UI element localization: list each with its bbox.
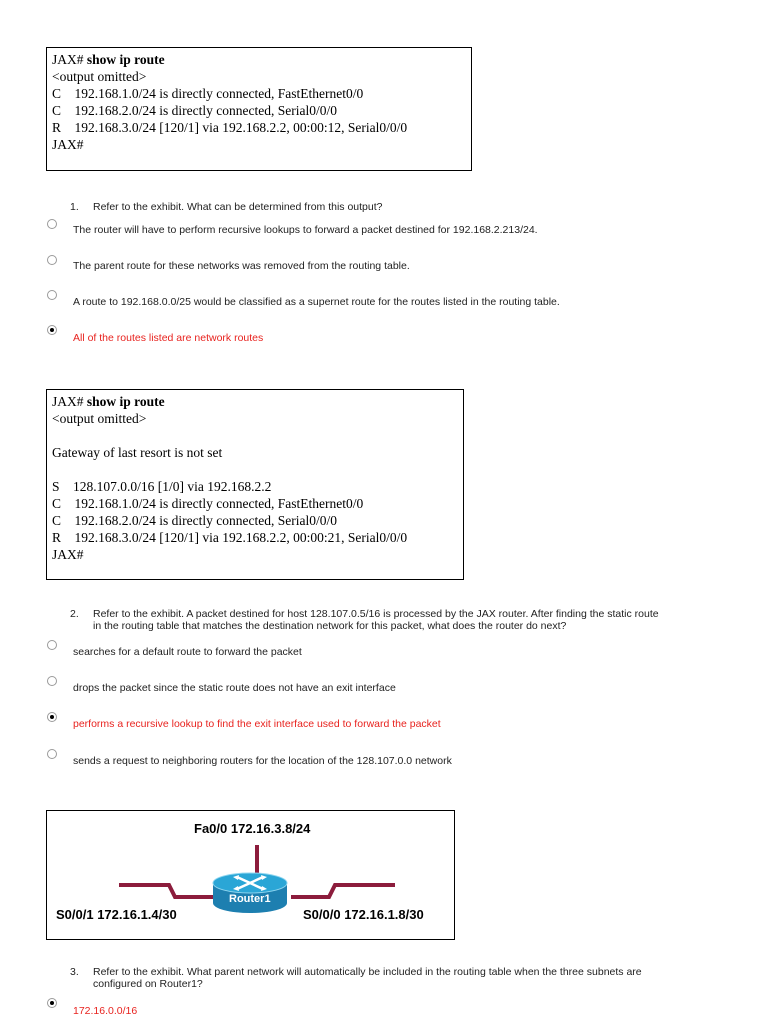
option-radio[interactable]: [47, 290, 57, 300]
exhibit-line: JAX#: [52, 547, 84, 562]
exhibit-line: C 192.168.2.0/24 is directly connected, Serial0/0/0: [52, 513, 337, 528]
question-number: 2.: [70, 608, 79, 620]
option-radio-selected[interactable]: [47, 712, 57, 722]
question-text-line: in the routing table that matches the destination network for this packet, what does the router do next?: [93, 620, 567, 632]
option-text: searches for a default route to forward the packet: [73, 646, 302, 658]
exhibit-line: C 192.168.2.0/24 is directly connected, Serial0/0/0: [52, 103, 337, 118]
exhibit-command-line: JAX# show ip route: [52, 394, 165, 409]
option-text: sends a request to neighboring routers for the location of the 128.107.0.0 network: [73, 755, 452, 767]
exhibit-line: R 192.168.3.0/24 [120/1] via 192.168.2.2, 00:00:21, Serial0/0/0: [52, 530, 408, 545]
option-text-correct: performs a recursive lookup to find the exit interface used to forward the packet: [73, 718, 441, 730]
option-text-correct: All of the routes listed are network routes: [73, 332, 264, 344]
question-text-line: configured on Router1?: [93, 978, 203, 990]
fa0-0-interface-label: Fa0/0 172.16.3.8/24: [194, 821, 311, 836]
option-radio[interactable]: [47, 640, 57, 650]
option-text: A route to 192.168.0.0/25 would be classified as a supernet route for the routes listed in the routing table.: [73, 296, 560, 308]
option-text: The router will have to perform recursive lookups to forward a packet destined for 192.168.2.213/24.: [73, 224, 538, 236]
option-radio-selected[interactable]: [47, 998, 57, 1008]
option-radio-selected[interactable]: [47, 325, 57, 335]
exhibit-network-diagram: [46, 810, 455, 940]
exhibit-line: C 192.168.1.0/24 is directly connected, FastEthernet0/0: [52, 86, 364, 101]
exhibit-line: <output omitted>: [52, 411, 147, 426]
question-2: [70, 608, 659, 632]
option-radio[interactable]: [47, 676, 57, 686]
question-text-line: Refer to the exhibit. What parent network will automatically be included in the routing table when the three subnets are: [93, 966, 642, 978]
option-radio[interactable]: [47, 255, 57, 265]
question-number: 3.: [70, 966, 79, 978]
question-3: [70, 966, 642, 990]
option-text: The parent route for these networks was removed from the routing table.: [73, 260, 410, 272]
option-text: drops the packet since the static route does not have an exit interface: [73, 682, 396, 694]
exhibit-line: S 128.107.0.0/16 [1/0] via 192.168.2.2: [52, 479, 272, 494]
exhibit-line: [52, 461, 458, 478]
exhibit-line: JAX#: [52, 137, 84, 152]
question-1: [70, 201, 383, 213]
link-s0-0-0: [291, 885, 395, 897]
option-radio[interactable]: [47, 219, 57, 229]
exhibit-line: [52, 427, 458, 444]
option-radio[interactable]: [47, 749, 57, 759]
question-number: 1.: [70, 201, 79, 213]
link-s0-0-1: [119, 885, 213, 897]
exhibit-routing-table-1: [46, 47, 472, 171]
s0-0-0-interface-label: S0/0/0 172.16.1.8/30: [303, 907, 424, 922]
question-text: Refer to the exhibit. What can be determined from this output?: [93, 201, 383, 213]
s0-0-1-interface-label: S0/0/1 172.16.1.4/30: [56, 907, 177, 922]
question-text-line: Refer to the exhibit. A packet destined for host 128.107.0.5/16 is processed by the JAX router. After finding the static route: [93, 608, 659, 620]
exhibit-command-line: JAX# show ip route: [52, 52, 165, 67]
exhibit-line: <output omitted>: [52, 69, 147, 84]
exhibit-line: Gateway of last resort is not set: [52, 445, 223, 460]
option-text-correct: 172.16.0.0/16: [73, 1005, 138, 1017]
exhibit-routing-table-2: [46, 389, 464, 580]
exhibit-line: C 192.168.1.0/24 is directly connected, FastEthernet0/0: [52, 496, 364, 511]
exhibit-line: R 192.168.3.0/24 [120/1] via 192.168.2.2, 00:00:12, Serial0/0/0: [52, 120, 408, 135]
router-name-label: Router1: [229, 893, 271, 905]
